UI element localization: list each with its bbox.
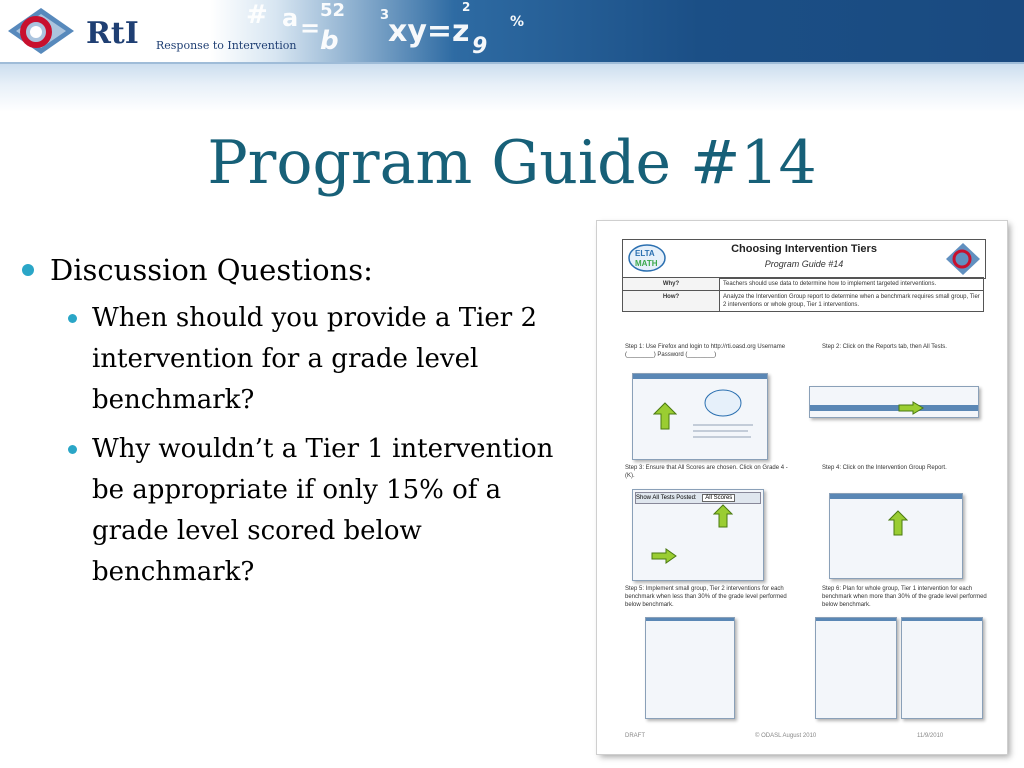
- subbullet-item: [68, 298, 572, 421]
- subbullet-text: Why wouldn’t a Tier 1 intervention be appropriate if only 15% of a grade level scored below benchmark?: [92, 434, 554, 587]
- svg-text:ELTA: ELTA: [635, 249, 655, 258]
- svg-text:MATH: MATH: [635, 259, 658, 268]
- step-text: Step 3: Ensure that All Scores are chosen. Click on Grade 4 - (K).: [625, 465, 788, 479]
- math-glyph: 3: [380, 8, 390, 23]
- math-glyph: %: [510, 14, 525, 30]
- table-cell: How?: [623, 291, 720, 312]
- shot-bar: [633, 374, 767, 379]
- logo-subtitle: Response to Intervention: [156, 39, 297, 52]
- step2-screenshot: [809, 386, 979, 418]
- shot-line: [693, 436, 751, 438]
- math-glyph: a: [282, 4, 299, 32]
- step-text: Step 1: Use Firefox and login to http://rti.oasd.org Username (________) Password (________): [625, 344, 786, 358]
- banner-strip: [0, 62, 1024, 112]
- dropdown-value: All Scores: [702, 494, 735, 502]
- bullet-item: [22, 250, 602, 290]
- shot-line: [693, 430, 748, 432]
- math-glyph: xy=z: [388, 14, 470, 49]
- table-cell: Why?: [623, 278, 720, 291]
- shot-bar: [816, 618, 896, 621]
- rti-logo-icon: [6, 6, 76, 56]
- doc-subtitle: Program Guide #14: [764, 259, 844, 269]
- shot-line: [693, 424, 753, 426]
- banner-divider: [0, 62, 1024, 64]
- doc-footer-right: 11/9/2010: [917, 733, 944, 739]
- step-text: Step 4: Click on the Intervention Group Report.: [822, 465, 947, 471]
- step5-screenshot: [645, 617, 735, 719]
- subbullet-text: When should you provide a Tier 2 intervention for a grade level benchmark?: [92, 303, 537, 415]
- program-guide-image: [597, 221, 1007, 754]
- bullet-text: Discussion Questions:: [50, 253, 373, 287]
- math-glyph: 2: [462, 0, 471, 14]
- odasl-logo-icon: [945, 242, 981, 276]
- slide-title: Program Guide #14: [207, 128, 817, 198]
- doc-header: [622, 239, 986, 279]
- arrow-right-icon: [651, 548, 677, 564]
- step3-screenshot: [632, 489, 764, 581]
- bullet-dot-icon: [22, 264, 34, 276]
- doc-title: Choosing Intervention Tiers: [731, 243, 877, 255]
- doc-footer-center: © ODASL August 2010: [755, 733, 817, 739]
- table-cell: Analyze the Intervention Group report to determine when a benchmark requires small group, Tier 2 interventions or whole group, Tier 1 interventions.: [720, 291, 984, 312]
- table-cell: Teachers should use data to determine how to implement targeted interventions.: [720, 278, 984, 291]
- shot-bar: [810, 405, 978, 411]
- bullet-dot-icon: [68, 445, 77, 454]
- step1-screenshot: [632, 373, 768, 460]
- bullet-list: [22, 250, 602, 601]
- dropdown-label: Show All Tests Posted:: [636, 495, 697, 501]
- step-text: Step 5: Implement small group, Tier 2 interventions for each benchmark when less than 30% of the grade level performed below benchmark.: [625, 586, 787, 608]
- logo-text: RtI: [86, 16, 139, 51]
- table-row: [623, 278, 984, 291]
- delta-math-logo-icon: [703, 388, 743, 418]
- arrow-up-icon: [653, 402, 677, 430]
- table-row: [623, 291, 984, 312]
- scores-dropdown: [635, 492, 761, 504]
- step-text: Step 6: Plan for whole group, Tier 1 intervention for each benchmark when more than 30% of the grade level performed below benchmark.: [822, 586, 987, 608]
- arrow-up-icon: [888, 510, 908, 536]
- step-text: Step 2: Click on the Reports tab, then All Tests.: [822, 344, 947, 350]
- math-glyph: b: [320, 26, 339, 56]
- step4-screenshot: [829, 493, 963, 579]
- shot-bar: [830, 494, 962, 499]
- subbullet-item: [68, 429, 572, 593]
- math-glyph: 9: [472, 34, 488, 59]
- doc-footer-left: DRAFT: [625, 733, 645, 739]
- header-banner: [0, 0, 1024, 62]
- arrow-up-icon: [713, 504, 733, 528]
- bullet-dot-icon: [68, 314, 77, 323]
- subbullet-list: [68, 298, 602, 593]
- math-glyph: 52: [320, 0, 346, 21]
- shot-bar: [646, 618, 734, 621]
- arrow-right-icon: [898, 401, 924, 415]
- doc-table: [622, 277, 984, 312]
- step6-screenshot: [815, 617, 897, 719]
- math-glyph: =: [300, 14, 321, 42]
- math-glyph: #: [246, 0, 268, 30]
- shot-bar: [902, 618, 982, 621]
- step6-screenshot: [901, 617, 983, 719]
